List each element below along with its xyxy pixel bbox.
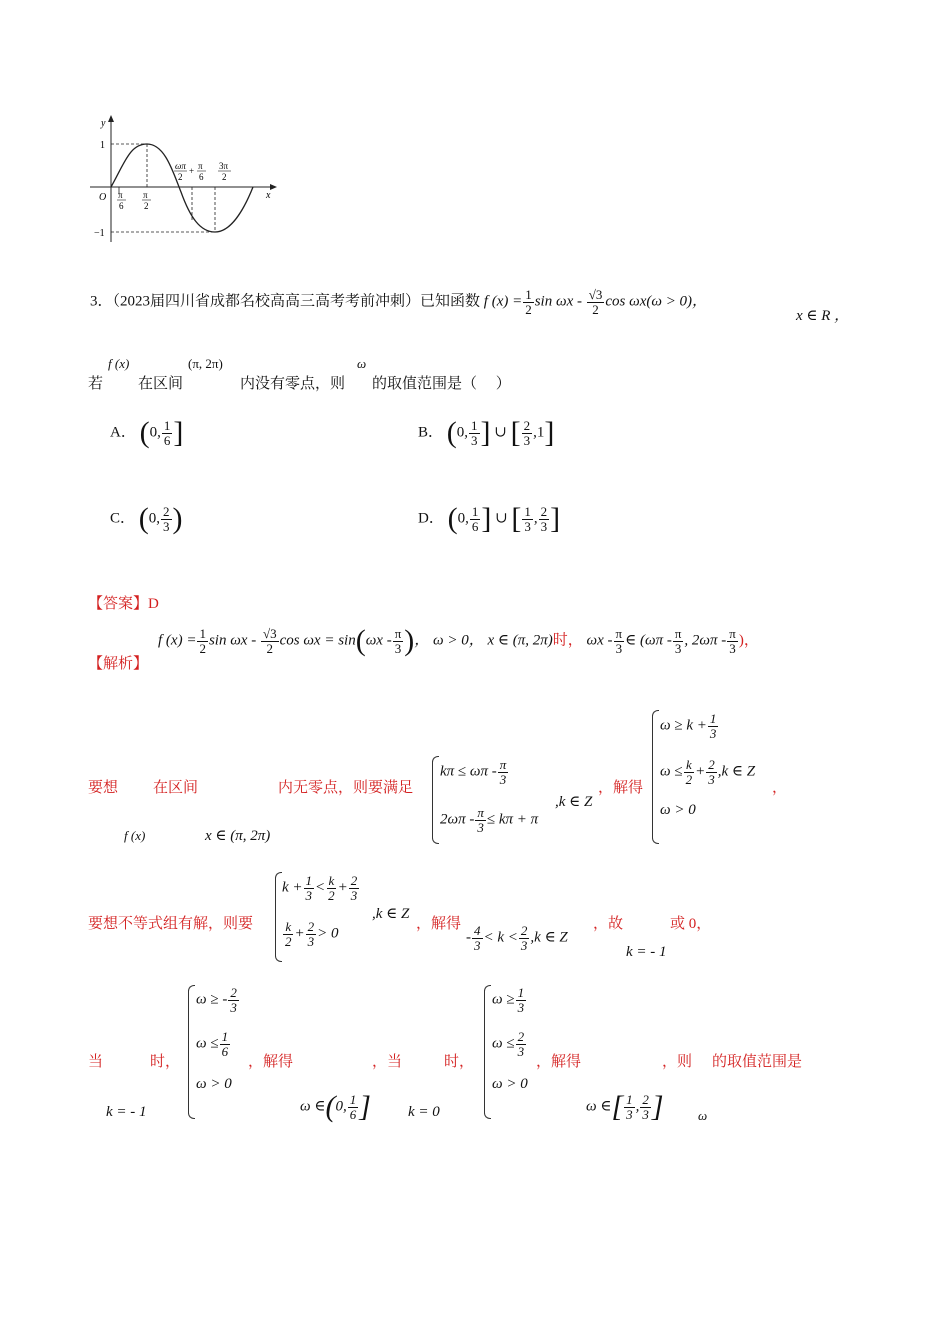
l4-end: 的取值范围是	[712, 1054, 803, 1070]
question-func: f (x) =	[483, 293, 523, 310]
l2-system-brace	[432, 756, 439, 844]
question-fx: f (x)	[108, 356, 130, 371]
l2-result-brace	[652, 710, 659, 844]
x-axis-label: x	[266, 190, 271, 201]
l4-s2: ω ≤ $\frac{1}{6}$	[196, 1029, 229, 1059]
option-d-label: D．	[418, 510, 444, 527]
sine-graph	[85, 112, 285, 247]
analysis-line-1: f (x) = $\frac{1}{2}$ sin ωx - $\frac{√3}{2}$ cos ωx = sin(ωx - $\frac{\pi}{3}$ )， ω > 0， x ∈ (π, 2π)时， ωx - $\frac{\pi}{3}$ ∈ (ωπ - $\frac{\pi}{3}$ , 2ωπ - $\frac{\pi}{3}$ )，	[158, 624, 759, 657]
half-fraction: $\frac{1}{2}$	[525, 287, 532, 317]
y-neg-one-label: −1	[94, 228, 105, 239]
l4-shi: 时，	[150, 1054, 181, 1070]
option-b-label: B．	[418, 424, 444, 441]
l4-t3: ω > 0	[492, 1076, 528, 1092]
cos-part: cos ωx(ω > 0)，	[605, 293, 708, 310]
tick-pi6-num: π	[118, 190, 123, 200]
l2-res-row2: ω ≤ $\frac{k}{2}$ + $\frac{2}{3}$ ,k ∈ Z	[660, 757, 756, 787]
option-a-label: A．	[110, 424, 136, 441]
l4-k1: k = - 1	[106, 1104, 147, 1120]
question-line-1	[90, 288, 707, 316]
l4-shi2: 时，	[444, 1054, 475, 1070]
l4-s3: ω > 0	[196, 1076, 232, 1092]
tick-mid-plus: +	[189, 166, 195, 176]
l2-b: 在区间	[153, 780, 199, 796]
l4-t1: ω ≥ $\frac{1}{3}$	[492, 985, 525, 1015]
answer-value: D	[148, 596, 159, 612]
question-end: 的取值范围是（ ）	[372, 376, 511, 392]
answer-tag: 【答案】	[88, 596, 149, 612]
tick-mid-b-num: π	[198, 161, 203, 171]
l3-a: 要想不等式组有解，则要	[88, 916, 254, 932]
l2-kz: ,k ∈ Z	[555, 794, 593, 810]
option-c-label: C．	[110, 510, 136, 527]
option-c[interactable]: C． (0, $\frac{2}{3}$ )	[110, 502, 183, 535]
question-mid: 内没有零点，则	[240, 376, 346, 392]
l2-sys-row2: 2ωπ - $\frac{\pi}{3}$ ≤ kπ + π	[440, 805, 539, 835]
question-interval: (π, 2π)	[188, 356, 223, 371]
l2-end: ，	[772, 780, 788, 796]
l2-sys-row1: kπ ≤ ωπ - $\frac{\pi}{3}$	[440, 757, 507, 787]
tick-mid-a-num: ωπ	[175, 161, 186, 171]
sin-part: sin ωx -	[534, 293, 582, 310]
question-ruo: 若	[88, 376, 104, 392]
l4-k2: k = 0	[408, 1104, 440, 1120]
l2-jiede: ，解得	[598, 780, 644, 796]
l3-k: k = - 1	[626, 944, 667, 960]
tick-pi2-num: π	[143, 190, 148, 200]
l3-or: 或 0，	[670, 916, 712, 932]
tick-3pi2-num: 3π	[219, 161, 229, 171]
l2-res-row3: ω > 0	[660, 802, 696, 818]
l4-jiede: ，解得	[248, 1054, 294, 1070]
tick-3pi2-den: 2	[222, 172, 227, 182]
l2-fx: f (x)	[124, 828, 146, 843]
l3-gu: ，故	[593, 916, 624, 932]
l3-kz: ,k ∈ Z	[372, 906, 410, 922]
l3-row1: k + $\frac{1}{3}$ < $\frac{k}{2}$ + $\frac{2}{3}$	[282, 873, 358, 903]
y-axis-label: y	[101, 118, 106, 129]
l4-res1: ω ∈(0, $\frac{1}{6}$ ]	[300, 1090, 371, 1123]
l2-a: 要想	[88, 780, 119, 796]
l3-row2: $\frac{k}{2}$ + $\frac{2}{3}$ > 0	[285, 919, 339, 949]
option-b[interactable]: B． (0, $\frac{1}{3}$ ] ∪ [ $\frac{2}{3}$ ,1]	[418, 416, 555, 449]
l4-res2: ω ∈[ $\frac{1}{3}$ , $\frac{2}{3}$ ]	[586, 1090, 664, 1123]
l2-c: 内无零点，则要满足	[278, 780, 414, 796]
tick-mid-a-den: 2	[178, 172, 183, 182]
l4-dang: 当	[88, 1054, 104, 1070]
question-number: 3．	[90, 293, 113, 310]
question-omega: ω	[357, 356, 367, 371]
question-domain: x ∈ R ，	[796, 308, 850, 324]
question-source: （2023届四川省成都名校高高三高考考前冲刺）已知函数	[112, 293, 481, 310]
answer-line	[88, 592, 159, 613]
l4-s1: ω ≥ - $\frac{2}{3}$	[196, 985, 237, 1015]
question-zai: 在区间	[138, 376, 184, 392]
l2-x: x ∈ (π, 2π)	[205, 828, 271, 844]
l2-res-row1: ω ≥ k + $\frac{1}{3}$	[660, 711, 717, 741]
y-one-label: 1	[100, 140, 105, 151]
option-a[interactable]: A． (0, $\frac{1}{6}$ ]	[110, 416, 184, 449]
l4-t2: ω ≤ $\frac{2}{3}$	[492, 1029, 525, 1059]
sqrt3-fraction: $\frac{√3}{2}$	[588, 287, 603, 317]
l4-ze: ，则	[662, 1054, 693, 1070]
l3-solution: - $\frac{4}{3}$ < k < $\frac{2}{3}$ ,k ∈ Z	[466, 923, 568, 953]
l4-omega: ω	[698, 1108, 708, 1123]
l3-jiede: ，解得	[416, 916, 462, 932]
l3-brace	[275, 872, 282, 962]
l4-brace-2	[484, 985, 491, 1119]
analysis-tag: 【解析】	[88, 656, 149, 672]
origin-label: O	[99, 192, 107, 203]
tick-pi2-den: 2	[144, 201, 149, 211]
l4-dang2: ，当	[372, 1054, 403, 1070]
tick-pi6-den: 6	[119, 201, 124, 211]
l4-brace-1	[188, 985, 195, 1119]
l4-jiede2: ，解得	[536, 1054, 582, 1070]
tick-mid-b-den: 6	[199, 172, 204, 182]
option-d[interactable]: D． (0, $\frac{1}{6}$ ] ∪ [ $\frac{1}{3}$ , $\frac{2}{3}$ ]	[418, 502, 561, 535]
